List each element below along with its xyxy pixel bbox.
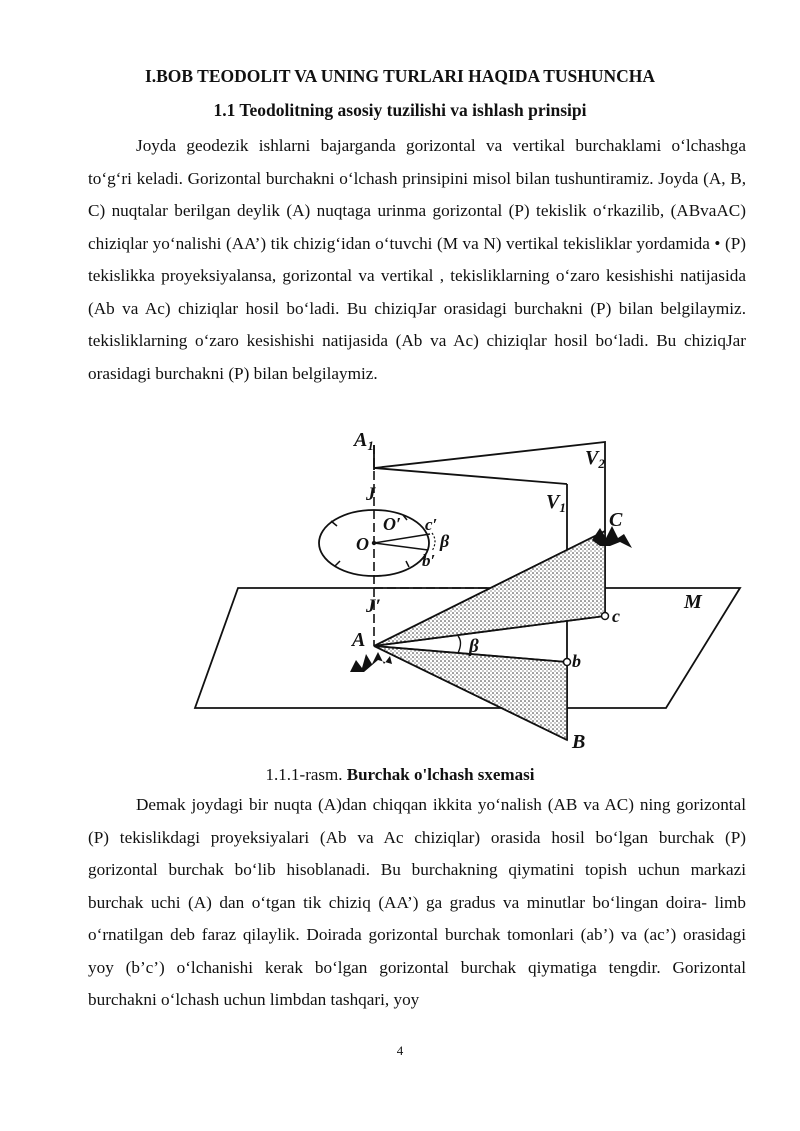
label-c-upper: C [609, 509, 623, 531]
label-b-upper: B [572, 731, 586, 753]
label-v2: $V_2$ [585, 447, 605, 471]
caption-number: 1.1.1-rasm. [265, 765, 343, 784]
label-j: J [366, 484, 376, 505]
paragraph-2: Demak joydagi bir nuqta (A)dan chiqqan ikkita yo‘nalish (AB va AC) ning gorizontal (P) tekislikdagi proyeksiyalari (Ab va Ac chiziqlar) orasida hosil bo‘lgan burchak (P) gorizontal burchak bo‘lib hisoblanadi. Bu burchakning qiymatini topish uchun markazi burchak uchi (A) dan o‘tgan tik chiziq (AA’) ga gradus va minutlar bo‘lingan doira- limb o‘rnatilgan deb faraz qilaylik. Doirada gorizontal burchak tomonlari (ab’) va (ac’) orasidagi yoy (b’c’) o‘lchanishi kerak bo‘lgan gorizontal burchak qiymatiga tengdir. Gorizontal burchakni o‘lchash uchun limbdan tashqari, yoy [88, 795, 746, 1009]
paragraph-1: Joyda geodezik ishlarni bajarganda gorizontal va vertikal burchaklami o‘lchashga to‘g‘ri keladi. Gorizontal burchakni o‘lchash prinsipini misol bilan tushuntiramiz. Joyda (A, B, C) nuqtalar berilgan deylik (A) nuqtaga urinma gorizontal (P) tekislik o‘rkazilib, (ABvaAC) chiziqlar yo‘nalishi (AA’) tik chizig‘idan o‘tuvchi (M va N) vertikal tekisliklar yordamida • (P) tekislikka proyeksiyalansa, gorizontal va vertikal , tekisliklarning o‘zaro kesishishi natijasida (Ab va Ac) chiziqlar hosil bo‘ladi. Bu chiziqJar orasidagi burchakni (P) bilan belgilaymiz. tekisliklarning o‘zaro kesishishi natijasida (Ab va Ac) chiziqlar hosil bo‘ladi. Bu chiziqJar orasidagi burchakni (P) bilan belgilaymiz. [88, 136, 746, 383]
section-title: 1.1 Teodolitning asosiy tuzilishi va ishlash prinsipi [213, 100, 587, 120]
caption-title: Burchak o'lchash sxemasi [346, 765, 535, 784]
ground-tuft-a [350, 652, 392, 672]
label-v1: $V_1$ [546, 491, 566, 515]
label-b-lower: b [572, 651, 581, 671]
label-j-prime: J′ [366, 596, 381, 617]
label-beta-top: β [440, 531, 450, 551]
point-b [564, 659, 571, 666]
angle-measurement-diagram [195, 422, 702, 762]
label-a: A [352, 629, 366, 651]
label-m: M [684, 591, 702, 613]
page-number: 4 [396, 1043, 404, 1058]
label-a1: $A_1$ [354, 429, 374, 453]
figure-caption [0, 764, 800, 786]
angle-arc-beta [458, 636, 461, 653]
label-c-prime: c′ [425, 515, 438, 534]
label-b-prime: b′ [422, 551, 436, 570]
label-o: O [356, 534, 369, 554]
label-beta: β [469, 636, 479, 657]
chapter-title: I.BOB TEODOLIT VA UNING TURLARI HAQIDA TUSHUNCHA [144, 66, 656, 86]
label-o-prime: O′ [383, 514, 402, 534]
point-c [602, 613, 609, 620]
label-c-lower: c [612, 606, 620, 626]
vertical-plane-v1-edge [374, 468, 567, 484]
